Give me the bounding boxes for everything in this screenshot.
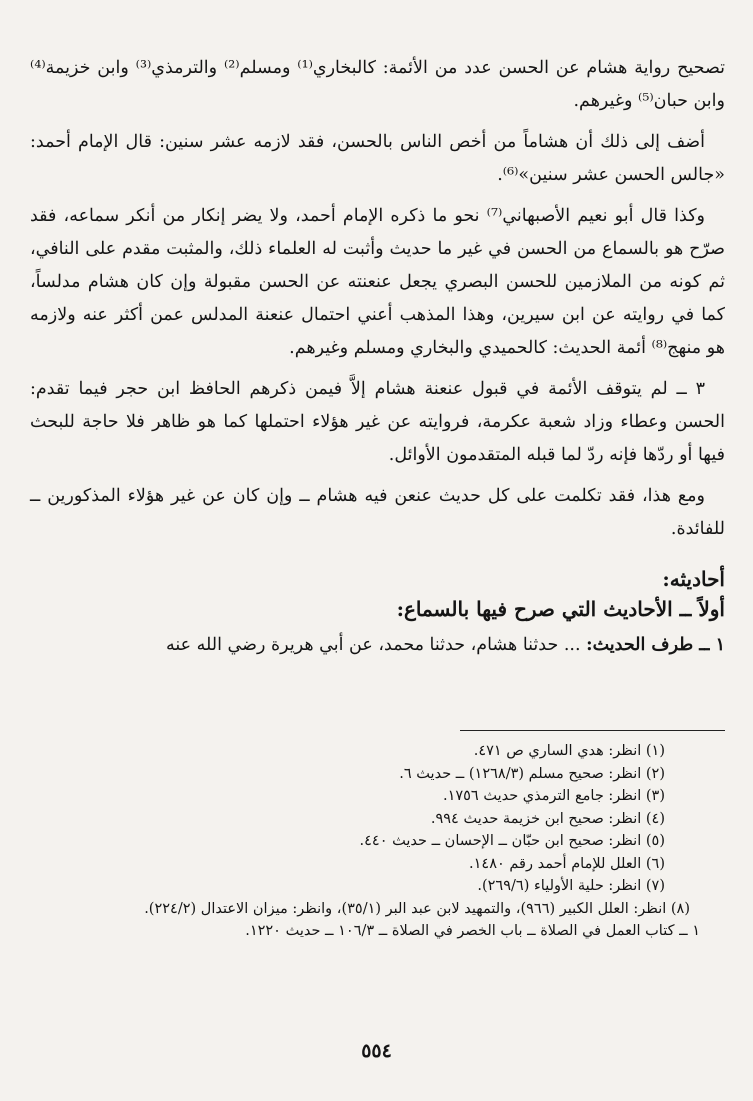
paragraph-5: ومع هذا، فقد تكلمت على كل حديث عنعن فيه هشام ــ وإن كان عن غير هؤلاء المذكورين ــ للفائدة. (30, 486, 725, 539)
paragraph-1: تصحيح رواية هشام عن الحسن عدد من الأئمة: كالبخاري⁽¹⁾ ومسلم⁽²⁾ والترمذي⁽³⁾ وابن خزيمة⁽⁴⁾ وابن حبان⁽⁵⁾ وغيرهم. (30, 58, 725, 111)
hadith-entry (30, 628, 725, 662)
footnote-divider (460, 730, 725, 731)
footnote-2: (٢) انظر: صحيح مسلم (١٢٦٨/٣) ــ حديث ٦. (399, 765, 665, 782)
footnote-7: (٧) انظر: حلية الأولياء (٢٦٩/٦). (477, 878, 665, 894)
main-text (30, 52, 725, 662)
footnotes (30, 740, 720, 943)
paragraph-3: وكذا قال أبو نعيم الأصبهاني⁽⁷⁾ نحو ما ذكره الإمام أحمد، ولا يضر إنكار من أنكر سماعه، فقد صرّح هو بالسماع من الحسن في غير ما حديث وأثبت له العلماء ذلك، والمثبت مقدم على النافي، ثم كونه من الملازمين للحسن البصري يجعل عنعنته عن الحسن مقبولة وإن كان هشام مدلساً، كما في روايته عن ابن سيرين، وهذا المذهب أعني احتمال عنعنة المدلس عمن أكثر عنه ولازمه هو منهج⁽⁸⁾ أئمة الحديث: كالحميدي والبخاري ومسلم وغيرهم. (30, 206, 725, 358)
footnote-4: (٤) انظر: صحيح ابن خزيمة حديث ٩٩٤. (430, 810, 665, 827)
section-heading: أحاديثه: (662, 567, 725, 591)
paragraph-2: أضف إلى ذلك أن هشاماً من أخص الناس بالحسن، فقد لازمه عشر سنين: قال الإمام أحمد: «جالس الحسن عشر سنين»⁽⁶⁾. (30, 132, 725, 185)
footnote-8: (٨) انظر: العلل الكبير (٩٦٦)، والتمهيد لابن عبد البر (٣٥/١)، وانظر: ميزان الاعتدال (٢٢٤/٢). (144, 900, 690, 917)
subheading: أولاً ــ الأحاديث التي صرح فيها بالسماع: (396, 597, 725, 621)
footnote-1: (١) انظر: هدي الساري ص ٤٧١. (473, 743, 665, 759)
footnote-3: (٣) انظر: جامع الترمذي حديث ١٧٥٦. (442, 788, 665, 804)
hadith-text: ... حدثنا هشام، حدثنا محمد، عن أبي هريرة رضي الله عنه (165, 635, 581, 655)
paragraph-4: ٣ ــ لم يتوقف الأئمة في قبول عنعنة هشام إلاَّ فيمن ذكرهم الحافظ ابن حجر فيما تقدم: الحسن وعطاء وزاد شعبة عكرمة، فروايته عن غير هؤلاء احتملها كما هو ظاهر فلا حاجة للبحث فيها أو ردّها فإنه ردّ لما قبله المتقدمون الأوائل. (30, 379, 725, 465)
footnote-6: (٦) العلل للإمام أحمد رقم ١٤٨٠. (469, 855, 665, 872)
footnote-5: (٥) انظر: صحيح ابن حبّان ــ الإحسان ــ حديث ٤٤٠. (359, 833, 665, 849)
hadith-footnote: ١ ــ كتاب العمل في الصلاة ــ باب الخصر في الصلاة ــ ١٠٦/٣ ــ حديث ١٢٢٠. (245, 923, 700, 939)
page-number: ٥٥٤ (361, 1040, 392, 1062)
hadith-label: ١ ــ طرف الحديث: (586, 635, 725, 655)
